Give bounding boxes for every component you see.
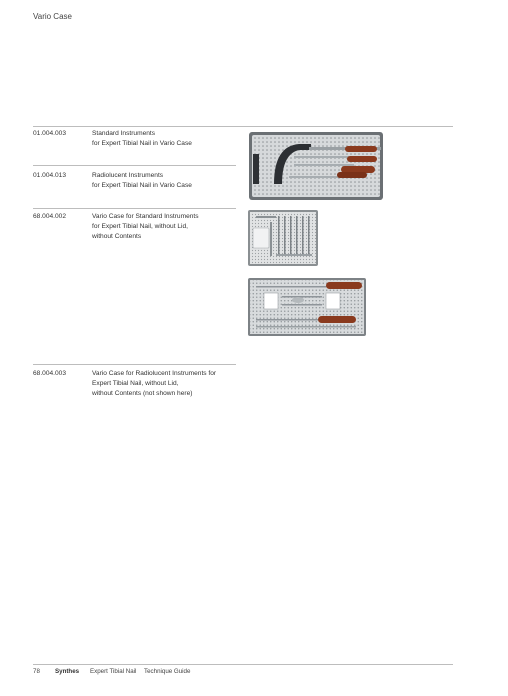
item-description-line: Standard Instruments xyxy=(92,130,156,137)
item-description-line: Radiolucent Instruments xyxy=(92,172,164,179)
item-description-line: without Contents (not shown here) xyxy=(92,390,193,397)
item-code: 68.004.003 xyxy=(33,370,67,377)
item-code: 01.004.003 xyxy=(33,130,67,137)
standard-instruments-tray-image xyxy=(249,132,383,200)
item-description-line: Expert Tibial Nail, without Lid, xyxy=(92,380,179,387)
page-number: 78 xyxy=(33,668,40,675)
row-rule xyxy=(33,208,236,209)
item-description-line: without Contents xyxy=(92,233,142,240)
item-description-line: for Expert Tibial Nail, without Lid, xyxy=(92,223,189,230)
vario-case-bottom-tray-image xyxy=(248,278,366,336)
document-type: Technique Guide xyxy=(144,668,191,675)
vario-case-top-tray-image xyxy=(248,210,318,266)
item-description xyxy=(92,171,242,191)
item-code: 01.004.013 xyxy=(33,172,67,179)
row-rule xyxy=(33,364,236,365)
item-description-line: for Expert Tibial Nail in Vario Case xyxy=(92,182,192,189)
item-description-line: Vario Case for Standard Instruments xyxy=(92,213,199,220)
table-top-rule xyxy=(33,126,453,127)
section-title: Vario Case xyxy=(33,12,72,21)
item-description-line: Vario Case for Radiolucent Instruments for xyxy=(92,370,217,377)
brand-name: Synthes xyxy=(55,668,80,675)
item-description xyxy=(92,369,242,399)
item-description xyxy=(92,212,242,242)
footer-rule xyxy=(33,664,453,665)
item-code: 68.004.002 xyxy=(33,213,67,220)
row-rule xyxy=(33,165,236,166)
item-description xyxy=(92,129,242,149)
product-name: Expert Tibial Nail xyxy=(90,668,137,675)
item-description-line: for Expert Tibial Nail in Vario Case xyxy=(92,140,192,147)
